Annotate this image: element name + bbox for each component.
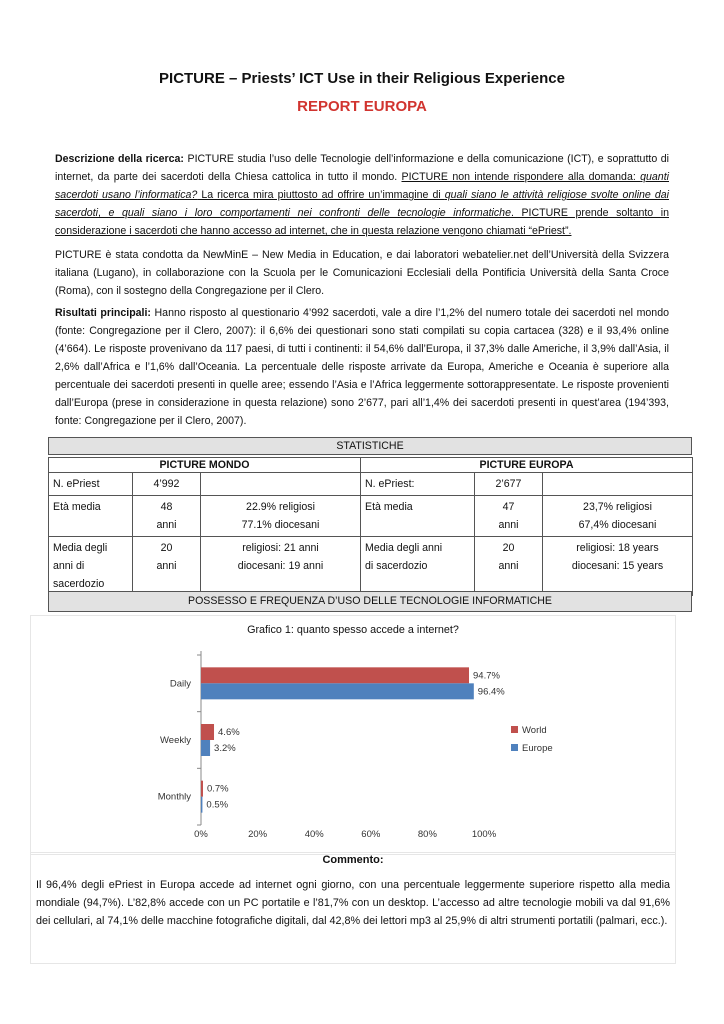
category-label: Monthly (157, 791, 191, 803)
document-subtitle: REPORT EUROPA (297, 98, 427, 115)
risultati-label: Risultati principali: (55, 307, 151, 319)
data-label: 0.7% (206, 783, 229, 795)
descrizione-comma: , (98, 207, 109, 219)
stats-cell: 47 anni (475, 496, 543, 537)
category-label: Daily (169, 678, 191, 690)
stats-cell: Età media (361, 496, 475, 537)
x-tick-label: 100% (471, 829, 497, 840)
bar-europe (201, 740, 210, 756)
document-title: PICTURE – Priests’ ICT Use in their Religious Experience (159, 70, 565, 87)
stats-cell: Età media (49, 496, 133, 537)
data-label: 94.7% (473, 670, 500, 682)
stats-cell: 4’992 (133, 473, 201, 496)
bar-chart (0, 615, 724, 855)
data-label: 3.2% (214, 743, 236, 754)
stats-row-epriest (49, 473, 693, 496)
bar-world (201, 667, 469, 683)
risultati-paragraph (55, 304, 669, 430)
stats-cell: religiosi: 21 anni diocesani: 19 anni (201, 537, 361, 596)
legend-label: World (522, 725, 547, 736)
data-label: 0.5% (206, 799, 229, 811)
comment-text: Il 96,4% degli ePriest in Europa accede ad internet ogni giorno, con una percentuale leggermente superiore rispetto alla media mondiale (94,7%). L’82,8% accede con un PC portatile e l’81,7% con un desktop. L’accesso ad altre tecnologie mobili va dal 91,6% dei cellulari, al 74,1% delle macchine fotografiche digitali, dal 42,8% dei lettori mp3 al 25,9% di altri strumenti portatili (palmari, ecc.). (36, 879, 670, 927)
stats-row-sacerdozio (49, 537, 693, 596)
bar-world (201, 781, 203, 797)
stats-cell (543, 473, 693, 496)
comment-title: Commento: (322, 854, 384, 866)
stats-cell (201, 473, 361, 496)
stats-header: STATISTICHE (48, 437, 692, 455)
stats-cell: Media degli anni di sacerdozio (361, 537, 475, 596)
stats-cell: N. ePriest (49, 473, 133, 496)
descrizione-underlined-4: . PICTURE prende soltanto in considerazione i sacerdoti che hanno accesso ad internet, che in questa relazione vengono chiamati “ePriest”. (55, 207, 669, 237)
x-tick-label: 80% (417, 829, 437, 840)
stats-table (48, 457, 693, 596)
descrizione-question: quanti sacerdoti usano l’informatica? (55, 171, 669, 201)
data-label: 4.6% (218, 727, 240, 738)
category-label: Weekly (160, 735, 191, 746)
intro-paragraph: PICTURE è stata condotta da NewMinE – New Media in Education, e dai laboratori webatelier.net dell’Università della Svizzera italiana (Lugano), in collaborazione con la Scuola per le Comunicazioni Ecclesiali della Pontificia Università della Santa Croce (Roma), con il sostegno della Congregazione per il Clero. (55, 249, 669, 297)
stats-cell: 23,7% religiosi 67,4% diocesani (543, 496, 693, 537)
bar-world (201, 724, 214, 740)
stats-cell: N. ePriest: (361, 473, 475, 496)
descrizione-underlined-1: PICTURE non intende rispondere alla domanda: (401, 171, 641, 183)
stats-col-europa: PICTURE EUROPA (361, 458, 693, 473)
stats-cell: 2’677 (475, 473, 543, 496)
legend-label: Europe (522, 743, 553, 754)
stats-cell: 20 anni (475, 537, 543, 596)
stats-cell: 22.9% religiosi 77.1% diocesani (201, 496, 361, 537)
legend-swatch-world (511, 726, 518, 733)
x-tick-label: 0% (194, 829, 208, 840)
section-header: POSSESSO E FREQUENZA D’USO DELLE TECNOLOGIE INFORMATICHE (48, 591, 692, 612)
legend-swatch-europe (511, 744, 518, 751)
stats-header-row (49, 458, 693, 473)
x-tick-label: 20% (248, 829, 268, 840)
stats-cell: 20 anni (133, 537, 201, 596)
x-tick-label: 40% (304, 829, 324, 840)
stats-cell: religiosi: 18 years diocesani: 15 years (543, 537, 693, 596)
descrizione-behaviours: e quali siano i loro comportamenti nei confronti delle tecnologie informatiche (108, 207, 511, 219)
bar-europe (201, 797, 202, 813)
descrizione-underlined-2: La ricerca mira piuttosto ad offrire un’immagine di (197, 189, 445, 201)
data-label: 96.4% (477, 686, 505, 698)
descrizione-activities: quali siano le attività religiose svolte online dai sacerdoti (55, 189, 669, 219)
stats-col-mondo: PICTURE MONDO (49, 458, 361, 473)
chart-title: Grafico 1: quanto spesso accede a internet? (247, 624, 459, 636)
stats-row-eta (49, 496, 693, 537)
descrizione-text: PICTURE studia l’uso delle Tecnologie dell’informazione e della comunicazione (ICT), e soprattutto di internet, da parte dei sacerdoti della Chiesa cattolica in tutto il mondo. (55, 153, 669, 183)
descrizione-label: Descrizione della ricerca: (55, 153, 184, 165)
descrizione-paragraph (55, 150, 669, 240)
x-tick-label: 60% (361, 829, 381, 840)
stats-cell: Media degli anni di sacerdozio (49, 537, 133, 596)
bar-europe (201, 683, 474, 699)
stats-cell: 48 anni (133, 496, 201, 537)
risultati-text: Hanno risposto al questionario 4’992 sacerdoti, vale a dire l’1,2% del numero totale dei sacerdoti nel mondo (fonte: Congregazione per il Clero, 2007): il 6,6% dei questionari sono stati compilati su copia cartacea (328) e il 93,4% online (4’664). Le risposte provenivano da 117 paesi, di tutti i continenti: il 54,6% dall’Europa, il 37,3% dalle Americhe, il 3,9% dall’Asia, il 2,6% dall’Africa e l’1,6% dall’Oceania. La percentuale delle risposte arrivate da Europa, Americhe e Oceania è superiore alla percentuale dei sacerdoti presenti in quelle aree; essendo l’Asia e l’Africa leggermente sottorappresentate. Le risposte provenienti dall’Europa (prese in considerazione in questa relazione) sono 2’677, pari all’1,4% dei sacerdoti presenti in quest’area (194’393, fonte: Congregazione per il Clero, 2007). (55, 307, 669, 427)
